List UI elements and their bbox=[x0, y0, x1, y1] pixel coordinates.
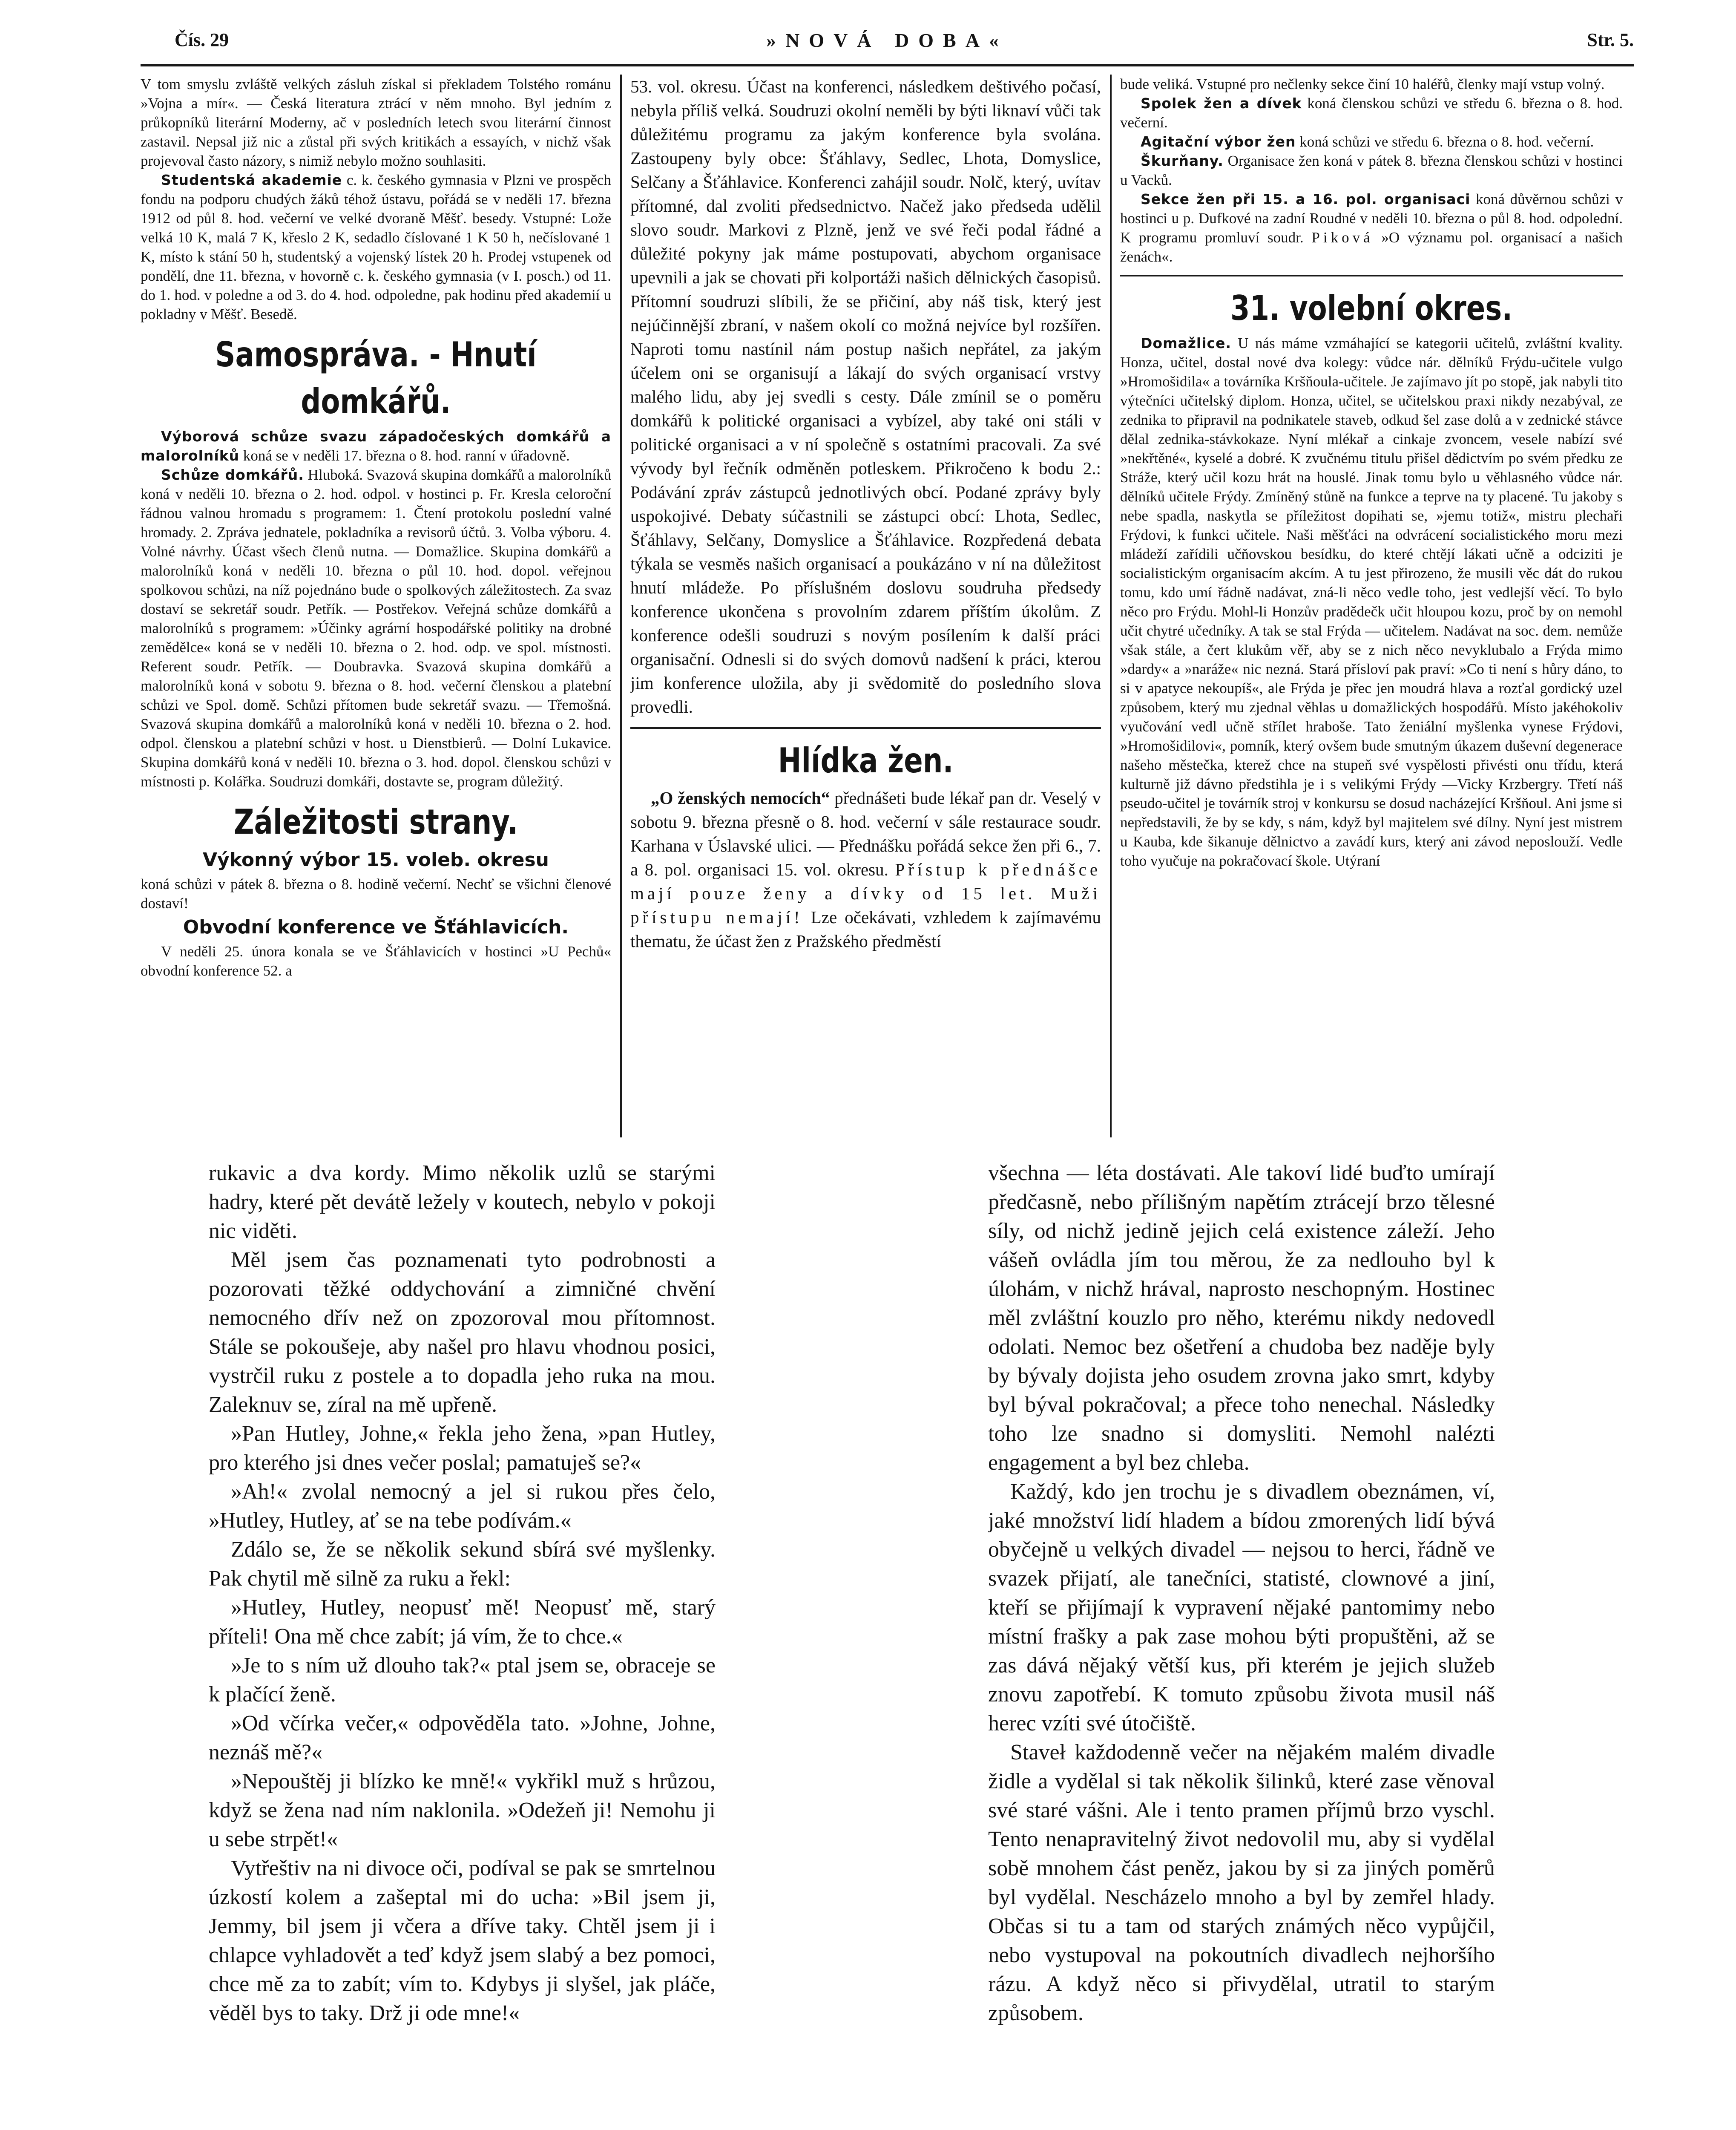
paragraph-text: Lze očekávati, vzhledem k zajímavému thematu, že účast žen z Pražského předměstí bbox=[630, 907, 1101, 951]
article-paragraph bbox=[1120, 334, 1623, 870]
article-paragraph bbox=[141, 427, 611, 465]
paragraph-text: c. k. českého gymnasia v Plzni ve prospěch fondu na podporu chudých žáků téhož ústavu, pořádá se v neděli 17. března 1912 od půl 8. hod. večerní ve velké dvoraně Měšť. besedy. Vstupné: Lože velká 10 K, malá 7 K, křeslo 2 K, sedadlo číslované 1 K 50 h, nečíslované 1 K, místo k stání 50 h, studentský a vojenský lístek 20 h. Prodej vstupenek od pondělí, dne 11. března, v hovorně c. k. českého gymnasia (v I. posch.) od 11. do 1. hod. v poledne a od 3. do 4. hod. odpoledne, pak hodinu před akademií u pokladny v Měšť. Besedě. bbox=[141, 172, 611, 322]
column-divider bbox=[1110, 75, 1112, 1137]
run-in-heading: Spolek žen a dívek bbox=[1141, 95, 1302, 112]
paragraph-text: koná se v neděli 17. března o 8. hod. ranní v úřadovně. bbox=[239, 447, 570, 464]
sub-heading: Obvodní konference ve Šťáhlavicích. bbox=[183, 916, 569, 938]
column-1 bbox=[141, 75, 611, 1137]
novel-paragraph: »Pan Hutley, Johne,« řekla jeho žena, »pan Hutley, pro kterého jsi dnes večer poslal; pamatuješ se?« bbox=[209, 1422, 716, 1475]
novel-paragraph: rukavic a dva kordy. Mimo několik uzlů se starými hadry, které pět devátě ležely v koutech, nebylo v pokoji nic viděti. bbox=[209, 1161, 716, 1243]
novel-paragraph: Každý, kdo jen trochu je s divadlem obeznámen, ví, jaké množství lidí hladem a bídou zmorených lidí bývá obyčejně u velkých divadel — nejsou to herci, řádně ve svazek přijatí, ale tanečníci, statisté, clownové a jiní, kteří se přijímají k vypravení nějaké pantomimy nebo místní frašky a pak zase mohou býti propuštěni, až se zas dává nějaký větší kus, při kterém je jejich služeb znovu zapotřebí. K tomuto způsobu života musil náš herec vzíti své útočiště. bbox=[988, 1479, 1495, 1736]
novel-paragraph: Vytřeštiv na ni divoce oči, podíval se pak se smrtelnou úzkostí kolem a zašeptal mi do ucha: »Bil jsem ji, Jemmy, bil jsem ji včera a dříve taky. Chtěl jsem ji i chlapce vyhladovět a teď když jsem slabý a bez pomoci, chce mě za to zabít; vím to. Kdybys ji slyšel, jak pláče, věděl bys to taky. Drž ji ode mne!« bbox=[209, 1856, 716, 2025]
article-paragraph: 53. vol. okresu. Účast na konferenci, následkem deštivého počasí, nebyla příliš velká. Soudruzi okolní neměli by býti liknaví vůči tak důležitému programu za jakým konference byla svolána. Zastoupeny byly obce: Šťáhlavy, Sedlec, Lhota, Domyslice, Selčany a Šťáhlavice. Konferenci zahájil soudr. Nolč, který, uvítav přítomné, dal zvoliti předsednictvo. Načež jako předseda udělil slovo soudr. Markovi z Plzně, jenž ve své řeči podal řádné a důležité pokyny jak máme postupovati, abychom organisace upevnili a jak se chovati při kolportáži našich dělnických časopisů. Přítomní soudruzi slíbili, že se přičiní, aby náš tisk, který jest nejúčinnější zbraní, v našem okolí co možná nejvíce byl rozšířen. Naproti tomu nastínil nám postup našich nepřátel, za jakým účelem oni se organisují a lákají do svých organisací vrstvy malého lidu, aby jej svedli s cesty. Dále zmínil se o poměru domkářů k politické organisaci a vybízel, aby také oni stáli v politické organisaci a v ní společně s ostatními pracovali. Za své vývody byl řečník odměněn potleskem. Přikročeno k bodu 2.: Podávání zpráv zástupců jednotlivých obcí. Podané zprávy byly uspokojivé. Debaty súčastnili se zástupci obcí: Lhota, Sedlec, Šťáhlavy, Selčany, Domyslice a Šťáhlavice. Rozpředená debata týkala se vesměs našich organisací a poukázáno v ní na důležitost hnutí mládeže. Po příslušném doslovu soudruha předsedy konference ukončena s provolním zdarem příštím úkolům. Z konference odešli soudruzi s novým posílením k další práci organisační. Odnesli si do svých domovů nadšení k práci, kterou jim konference uložila, aby ji svědomitě do posledního slova provedli. bbox=[630, 77, 1101, 717]
article-paragraph bbox=[1120, 132, 1623, 151]
paragraph-text: Hluboká. Svazová skupina domkářů a malorolníků koná v neděli 10. března o 2. hod. odpol. v hostinci p. Fr. Kresla celoroční řádnou valnou hromadu s programem: 1. Čtení protokolu poslední valné hromady. 2. Zpráva jednatele, pokladníka a revisorů účtů. 3. Volba výboru. 4. Volné návrhy. Účast všech členů nutna. — Domažlice. Skupina domkářů a malorolníků koná v neděli 10. března o půl 10. hod. dopol. veřejnou spolkovou schůzi, na níž pojednáno bude o spolkových záležitostech. Za svaz dostaví se sekretář soudr. Petřík. — Postřekov. Veřejná schůze domkářů a malorolníků s programem: »Účinky agrární hospodářské politiky na drobné zemědělce« koná se v neděli 10. března o 2. hod. odp. ve spol. místnosti. Referent soudr. Petřík. — Doubravka. Svazová skupina domkářů a malorolníků koná v sobotu 9. března o 8. hod. večerní členskou a platební schůzi ve Spol. domě. Schůzi přítomen bude sekretář svazu. — Třemošná. Svazová skupina domkářů a malorolníků koná v neděli 10. března o 2. hod. odpol. členskou a platební schůzi v host. u Dienstbierů. — Dolní Lukavice. Skupina domkářů koná v neděli 10. března o 3. hod. dopol. členskou schůzi v místnosti p. Kolářka. Soudruzi domkáři, dostavte se, program důležitý. bbox=[141, 466, 611, 790]
paragraph-text: »O významu pol. organisací a našich ženách«. bbox=[1120, 229, 1623, 265]
run-in-heading: Agitační výbor žen bbox=[1141, 133, 1296, 150]
novel-supplement bbox=[141, 1159, 1623, 2130]
masthead-title: »NOVÁ DOBA« bbox=[766, 29, 1008, 51]
section-heading: Záležitosti strany. bbox=[233, 802, 518, 842]
section-heading: Samospráva. - Hnutí domkářů. bbox=[215, 335, 537, 421]
novel-paragraph: Staveł každodenně večer na nějakém malém divadle židle a vydělal si tak několik šilinků, které zase věnoval své staré vášni. Ale i tento pramen příjmů brzo vyschl. Tento nenapravitelný život nedovolil mu, aby si vydělal sobě mnohem část peněz, jakou by si za jiných poměrů byl vydělal. Nescházelo mnoho a byl by zemřel hlady. Občas si tu a tam od starých známých něco vypůjčil, nebo vystupoval na pokoutních divadlech nejhoršího rázu. A když něco si přivydělal, utratil to starým způsobem. bbox=[988, 1740, 1495, 2025]
run-in-heading: Škurňany. bbox=[1141, 153, 1224, 169]
run-in-heading: Výborová schůze svazu západočeských domkářů a malorolníků bbox=[141, 428, 611, 464]
emphasized-text: Piková bbox=[1311, 229, 1374, 246]
section-rule bbox=[1120, 275, 1623, 276]
run-in-heading: Schůze domkářů. bbox=[161, 466, 304, 483]
paragraph-text: koná členskou schůzi ve středu 6. března o 8. hod. večerní. bbox=[1120, 95, 1623, 131]
issue-number: Čís. 29 bbox=[175, 29, 229, 50]
novel-paragraph: všechna — léta dostávati. Ale takoví lidé buďto umírají předčasně, nebo přílišným napětím ztrácejí brzo tělesné síly, od nichž jedině jejich celá existence záleží. Jeho vášeň ovládla jím tou měrou, že za nedlouho byl k úlohám, v nichž hrával, naprosto neschopným. Hostinec měl zvláštní kouzlo pro něho, kterému nikdy nedovedl odolati. Nemoc bez ošetření a chudoba bez naděje byly by bývaly dojista jeho osudem zrovna jako smrt, kdyby byl býval pokračoval; a přece toho nenechal. Následky toho lze snadno si domysliti. Nemohl nalézti engagement a byl bez chleba. bbox=[988, 1161, 1495, 1475]
novel-right-page bbox=[988, 1159, 1495, 2130]
emphasized-text: Přístup k přednášce mají pouze ženy a dívky od 15 let. Muži přístupu nemají! bbox=[630, 860, 1101, 927]
article-paragraph: V neděli 25. února konala se ve Šťáhlavicích v hostinci »U Pechů« obvodní konference 52. a bbox=[141, 943, 611, 979]
paragraph-text: U nás máme vzmáhající se kategorii učitelů, zvláštní kvality. Honza, učitel, dostal nové dva kolegy: vůdce nár. dělníků Frýdu-učitele vulgo »Hromošidila« a továrníka Kršňoula-učitele. Je zajímavo jít po stopě, jak nabyli tito výtečníci učitelský diplom. Honza, učitel, se učitelskou praxi nikdy nezabýval, ze zednika to připravil na podnikatele staveb, odkud šel zase dolů a v zednické stávce dělal zednika-stávkokaze. Nyní mlékař a cinkaje zvoncem, vesele nabízí své »nekřtěné«, kyselé a dobré. K zvučnému titulu přišel dědictvím po svém předku ze Stráže, který učil kozu hrát na houslé. Jinak tomu bylo u věhlasného vůdce nár. dělníků učitele Frýdy. Zmíněný stůně na funkce a teprve na ty placené. Tu jakoby s nebe spadla, naskytla se příležitost dopihati se, »jemu totiž«, mistru plechaři Frýdovi, k funkci učitele. Naši měšťáci na odvrácení socialistického moru mezi mládeží zařídili učňovskou besídku, do které chtějí lákati učně a odciziti je socialistickým organisacím akcím. A tu jest přirozeno, že musili věc dát do rukou tomu, kdo umí řádně nadávat, zná-li něco vedle toho, jest vedlejší věcí. To bylo něco pro Frýdu. Mohl-li Honzův pradědečk učit hloupou kozu, proč by on nemohl učit chytré učedníky. A tak se stal Frýda — učitelem. Nadávat na soc. dem. nemůže však stále, a čert klukům věř, aby se z nich něco nevyklubalo a Frýda mimo »dardy« a »naráže« nic nezná. Stará přísloví pak praví: »Co ti není s hůry dáno, to si v apatyce nekoupíš«, ale Frýda je přec jen moudrá hlava a rozťal gordický uzel způsobem, který mu zjednal věhlas u domažlických hospodářů. Místo jakéhokoliv vyučování vedl učně střílet hraboše. Tato ženiální myšlenka vynese Frýdovi, »Hromošidilovi«, pomník, který ovšem bude smutným úkazem duševní degenerace našeho městečka, kterež chce na stupeň své vyspělosti přivésti onu třídu, která kulturně již dávno předstihla je i s velikými Frýdy —Vicky Krzbergry. Třetí náš pseudo-učitel je továrník stroj v konkursu se dosud nacházející Kršňoul. Ani jsme si nepředstavili, že by se kdy, s nám, když byl majitelem své dílny. Nyní jest mistrem u Kauba, kde šikanuje dělnictvo a zavádí kurs, který ani závod neposlouží. Vedle toho vyučuje na pokračovací škole. Utýraní bbox=[1120, 335, 1623, 869]
section-rule bbox=[630, 727, 1101, 729]
header-rule bbox=[141, 64, 1634, 66]
section-heading: 31. volební okres. bbox=[1230, 288, 1513, 328]
novel-paragraph: Měl jsem čas poznamenati tyto podrobnosti a pozorovati těžké oddychování a zimničné chvění nemocného dřív než on zpozoroval mou přítomnost. Stále se pokoušeje, aby našel pro hlavu vhodnou posici, vystrčil ruku z postele a to dopadla jeho ruka na mou. Zaleknuv se, zíral na mě upřeně. bbox=[209, 1248, 716, 1417]
article-paragraph bbox=[1120, 94, 1623, 132]
novel-left-page bbox=[209, 1159, 716, 2130]
article-paragraph bbox=[141, 170, 611, 324]
column-2 bbox=[630, 75, 1101, 1137]
lecture-title: „O ženských nemocích“ bbox=[651, 788, 830, 808]
section-heading: Hlídka žen. bbox=[778, 741, 954, 780]
novel-paragraph: Zdálo se, že se několik sekund sbírá své myšlenky. Pak chytil mě silně za ruku a řekl: bbox=[209, 1537, 716, 1591]
novel-paragraph: »Od včírka večer,« odpověděla tato. »Johne, Johne, neznáš mě?« bbox=[209, 1711, 716, 1764]
article-paragraph bbox=[141, 465, 611, 791]
paragraph-text: přednášeti bude lékař pan dr. Veselý v sobotu 9. března přesně o 8. hod. večerní v sále restaurace soudr. Karhana v Úslavské ulici. — Přednášku pořádá sekce žen při 6., 7. a 8. pol. organisaci 15. vol. okresu. bbox=[630, 788, 1101, 879]
article-paragraph bbox=[1120, 190, 1623, 266]
article-paragraph bbox=[630, 786, 1101, 953]
run-in-heading: Sekce žen při 15. a 16. pol. organisaci bbox=[1141, 191, 1471, 207]
novel-paragraph: »Hutley, Hutley, neopusť mě! Neopusť mě, starý příteli! Ona mě chce zabít; já vím, že to chce.« bbox=[209, 1595, 716, 1649]
page-header bbox=[141, 25, 1634, 63]
run-in-heading: Studentská akademie bbox=[161, 172, 342, 188]
article-paragraph: bude veliká. Vstupné pro nečlenky sekce činí 10 haléřů, členky mají vstup volný. bbox=[1120, 76, 1605, 92]
novel-paragraph: »Nepouštěj ji blízko ke mně!« vykřikl muž s hrůzou, když se žena nad ním naklonila. »Odežeň ji! Nemohu ji u sebe strpět!« bbox=[209, 1769, 716, 1851]
column-divider bbox=[620, 75, 622, 1137]
page-number: Str. 5. bbox=[1587, 29, 1634, 50]
sub-heading: Výkonný výbor 15. voleb. okresu bbox=[203, 849, 549, 871]
news-section bbox=[141, 75, 1623, 1137]
run-in-heading: Domažlice. bbox=[1141, 335, 1232, 351]
article-paragraph bbox=[1120, 151, 1623, 190]
novel-paragraph: »Je to s ním už dlouho tak?« ptal jsem se, obraceje se k plačící ženě. bbox=[209, 1653, 716, 1707]
paragraph-text: koná schůzi ve středu 6. března o 8. hod. večerní. bbox=[1296, 133, 1594, 150]
article-paragraph: V tom smyslu zvláště velkých zásluh získal si překladem Tolstého románu »Vojna a mír«. — Česká literatura ztrácí v něm mnoho. Byl jedním z průkopníků literární Moderny, ač v posledních letech svou literární činnost zastavil. Nepsal již nic a zůstal při svých kritikách a essayích, v nichž však projevoval často názory, s nimiž nebylo možno souhlasiti. bbox=[141, 76, 611, 169]
article-paragraph: koná schůzi v pátek 8. března o 8. hodině večerní. Nechť se všichni členové dostaví! bbox=[141, 876, 611, 912]
novel-paragraph: »Ah!« zvolal nemocný a jel si rukou přes čelo, »Hutley, Hutley, ať se na tebe podívám.« bbox=[209, 1479, 716, 1533]
paragraph-text: koná důvěrnou schůzi v hostinci u p. Dufkové na zadní Roudné v neděli 10. března o půl 8. hod. odpolední. K programu promluví soudr. bbox=[1120, 191, 1623, 246]
column-3 bbox=[1120, 75, 1623, 1137]
paragraph-text: Organisace žen koná v pátek 8. března členskou schůzi v hostinci u Vacků. bbox=[1120, 153, 1623, 188]
